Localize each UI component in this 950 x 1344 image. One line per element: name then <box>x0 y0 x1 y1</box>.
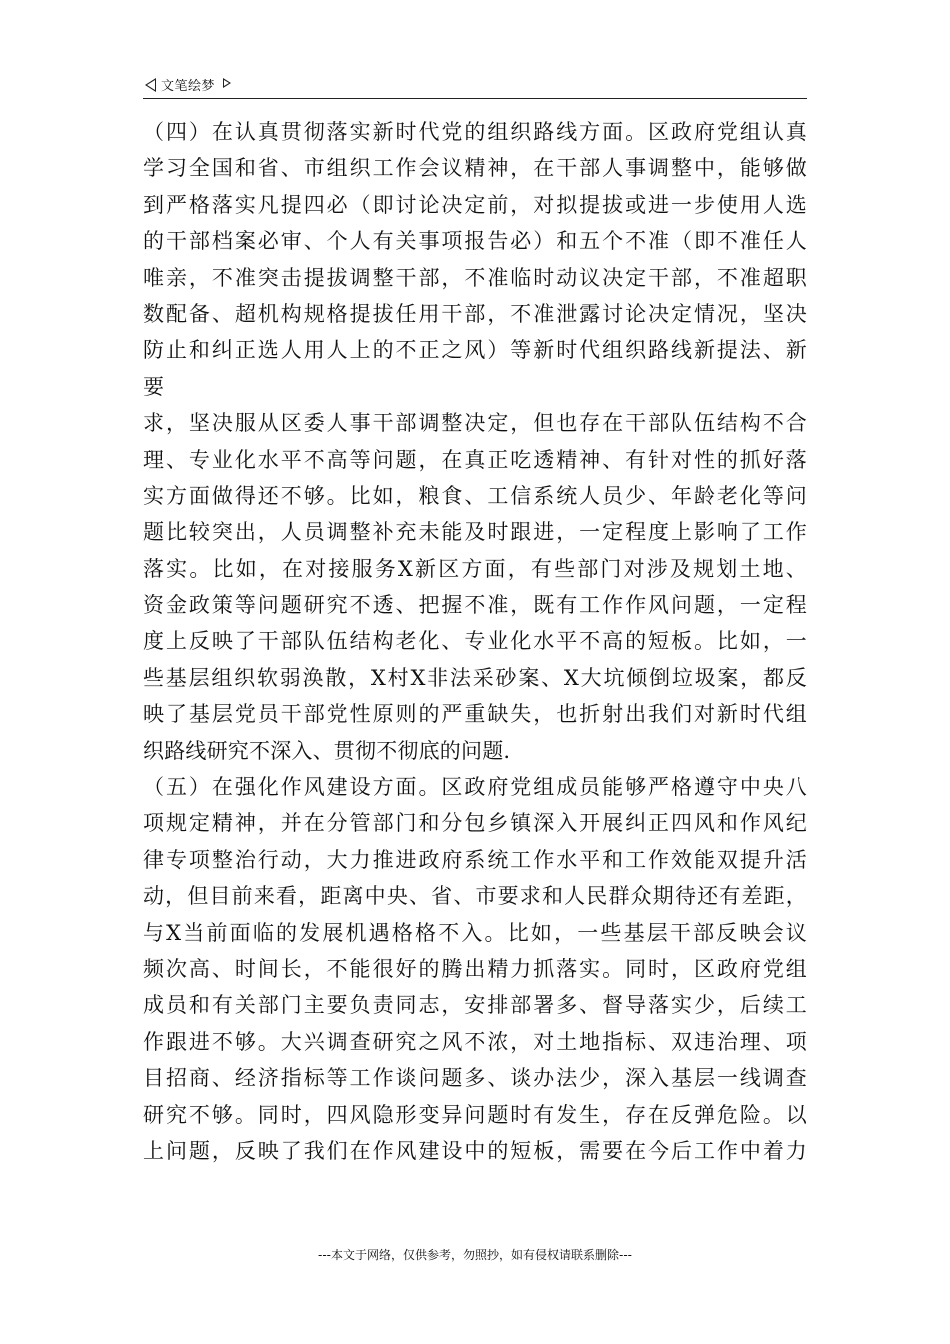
text-line: 映了基层党员干部党性原则的严重缺失，也折射出我们对新时代组 <box>143 702 807 727</box>
text-line: 度上反映了干部队伍结构老化、专业化水平不高的短板。比如，一 <box>143 629 807 654</box>
text-line: 些基层组织软弱涣散，X村X非法采砂案、X大坑倾倒垃圾案，都反 <box>143 665 807 690</box>
text-line: 动，但目前来看，距离中央、省、市要求和人民群众期待还有差距， <box>143 884 807 909</box>
page-header <box>143 72 807 99</box>
text-line: 项规定精神，并在分管部门和分包乡镇深入开展纠正四风和作风纪 <box>143 811 807 836</box>
text-line: 落实。比如，在对接服务X新区方面，有些部门对涉及规划土地、 <box>143 556 807 581</box>
triangle-left-icon <box>145 78 156 92</box>
text-line: 资金政策等问题研究不透、把握不准，既有工作作风问题，一定程 <box>143 593 807 618</box>
text-line: 研究不够。同时，四风隐形变异问题时有发生，存在反弹危险。以 <box>143 1102 807 1127</box>
text-line: 到严格落实凡提四必（即讨论决定前，对拟提拔或进一步使用人选 <box>143 192 807 217</box>
text-line: 理、专业化水平不高等问题，在真正吃透精神、有针对性的抓好落 <box>143 447 807 472</box>
document-body <box>143 114 807 1169</box>
text-line: （四）在认真贯彻落实新时代党的组织路线方面。区政府党组认真 <box>143 120 807 144</box>
text-line: （五）在强化作风建设方面。区政府党组成员能够严格遵守中央八 <box>143 775 807 800</box>
text-line: 学习全国和省、市组织工作会议精神，在干部人事调整中，能够做 <box>143 156 807 181</box>
text-line: 频次高、时间长，不能很好的腾出精力抓落实。同时，区政府党组 <box>143 956 807 981</box>
text-line: 作跟进不够。大兴调查研究之风不浓，对土地指标、双违治理、项 <box>143 1029 807 1054</box>
text-line: 要 <box>143 374 165 399</box>
text-line: 数配备、超机构规格提拔任用干部，不准泄露讨论决定情况，坚决 <box>143 301 807 326</box>
text-line: 律专项整治行动，大力推进政府系统工作水平和工作效能双提升活 <box>143 847 807 872</box>
header-title: 文笔绘梦 <box>161 79 216 94</box>
text-line: 题比较突出，人员调整补充未能及时跟进，一定程度上影响了工作 <box>143 520 807 545</box>
text-line: 防止和纠正选人用人上的不正之风）等新时代组织路线新提法、新 <box>143 338 807 363</box>
page-footer: ---本文于网络，仅供参考，勿照抄，如有侵权请联系删除--- <box>318 1248 632 1262</box>
text-line: 唯亲，不准突击提拔调整干部，不准临时动议决定干部，不准超职 <box>143 265 807 290</box>
header-brand <box>145 75 231 94</box>
text-line: 求，坚决服从区委人事干部调整决定，但也存在干部队伍结构不合 <box>143 411 807 436</box>
text-line: 上问题，反映了我们在作风建设中的短板，需要在今后工作中着力 <box>143 1138 807 1163</box>
text-line: 织路线研究不深入、贯彻不彻底的问题. <box>143 738 511 763</box>
text-line: 的干部档案必审、个人有关事项报告必）和五个不准（即不准任人 <box>143 229 807 254</box>
text-line: 目招商、经济指标等工作谈问题多、谈办法少，深入基层一线调查 <box>143 1066 807 1091</box>
text-line: 实方面做得还不够。比如，粮食、工信系统人员少、年龄老化等问 <box>143 483 807 508</box>
triangle-right-icon <box>223 78 231 88</box>
text-line: 成员和有关部门主要负责同志，安排部署多、督导落实少，后续工 <box>143 993 807 1018</box>
text-line: 与X当前面临的发展机遇格格不入。比如，一些基层干部反映会议 <box>143 920 807 945</box>
